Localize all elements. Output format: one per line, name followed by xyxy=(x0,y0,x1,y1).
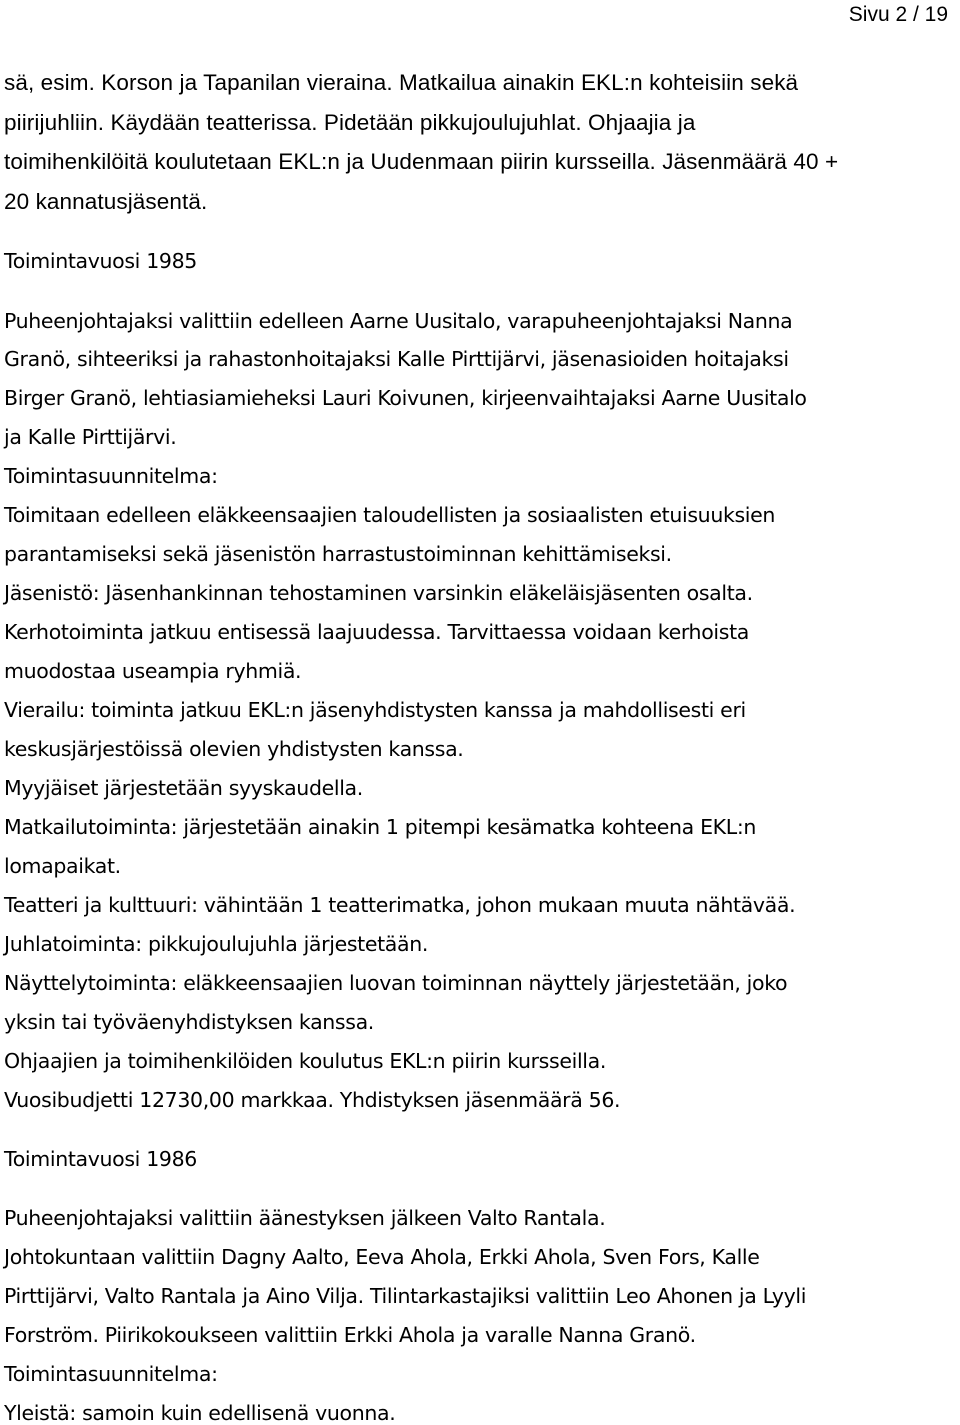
text-line: muodostaa useampia ryhmiä. xyxy=(4,659,302,683)
text-line: keskusjärjestöissä olevien yhdistysten kanssa. xyxy=(4,737,464,761)
text-line: Jäsenistö: Jäsenhankinnan tehostaminen varsinkin eläkeläisjäsenten osalta. xyxy=(4,581,753,605)
text-line: Matkailutoiminta: järjestetään ainakin 1 pitempi kesämatka kohteena EKL:n xyxy=(4,815,757,839)
text-line: ja Kalle Pirttijärvi. xyxy=(4,425,177,449)
text-line: Toimitaan edelleen eläkkeensaajien taloudellisten ja sosiaalisten etuisuuksien xyxy=(4,503,776,527)
text-line: Birger Granö, lehtiasiamieheksi Lauri Koivunen, kirjeenvaihtajaksi Aarne Uusitalo xyxy=(4,386,807,410)
text-line: lomapaikat. xyxy=(4,854,121,878)
text-line: parantamiseksi sekä jäsenistön harrastustoiminnan kehittämiseksi. xyxy=(4,542,672,566)
text-line: Juhlatoiminta: pikkujoulujuhla järjestetään. xyxy=(4,932,429,956)
page-number: Sivu 2 / 19 xyxy=(848,3,948,26)
text-line: Näyttelytoiminta: eläkkeensaajien luovan toiminnan näyttely järjestetään, joko xyxy=(4,971,788,995)
text-line: Myyjäiset järjestetään syyskaudella. xyxy=(4,776,363,800)
subheading-plan: Toimintasuunnitelma: xyxy=(4,1362,218,1386)
text-line: yksin tai työväenyhdistyksen kanssa. xyxy=(4,1010,374,1034)
text-line: Granö, sihteeriksi ja rahastonhoitajaksi Kalle Pirttijärvi, jäsenasioiden hoitajaksi xyxy=(4,347,789,371)
text-line: piirijuhliin. Käydään teatterissa. Pidetään pikkujoulujuhlat. Ohjaajia ja xyxy=(4,110,696,135)
text-line: Puheenjohtajaksi valittiin edelleen Aarne Uusitalo, varapuheenjohtajaksi Nanna xyxy=(4,309,793,333)
text-line: Forström. Piirikokoukseen valittiin Erkki Ahola ja varalle Nanna Granö. xyxy=(4,1323,696,1347)
text-line: Vierailu: toiminta jatkuu EKL:n jäsenyhdistysten kanssa ja mahdollisesti eri xyxy=(4,698,746,722)
text-line: toimihenkilöitä koulutetaan EKL:n ja Uudenmaan piirin kursseilla. Jäsenmäärä 40 + xyxy=(4,149,839,174)
section-heading-1986: Toimintavuosi 1986 xyxy=(4,1147,197,1171)
text-line: 20 kannatusjäsentä. xyxy=(4,189,208,214)
text-line: Vuosibudjetti 12730,00 markkaa. Yhdistyksen jäsenmäärä 56. xyxy=(4,1088,621,1112)
text-line: Kerhotoiminta jatkuu entisessä laajuudessa. Tarvittaessa voidaan kerhoista xyxy=(4,620,749,644)
section-heading-1985: Toimintavuosi 1985 xyxy=(4,249,197,273)
text-line: Pirttijärvi, Valto Rantala ja Aino Vilja. Tilintarkastajiksi valittiin Leo Ahonen ja Lyyli xyxy=(4,1284,807,1308)
text-line: Ohjaajien ja toimihenkilöiden koulutus EKL:n piirin kursseilla. xyxy=(4,1049,607,1073)
text-line: Puheenjohtajaksi valittiin äänestyksen jälkeen Valto Rantala. xyxy=(4,1206,606,1230)
subheading-plan: Toimintasuunnitelma: xyxy=(4,464,218,488)
text-line: Teatteri ja kulttuuri: vähintään 1 teatterimatka, johon mukaan muuta nähtävää. xyxy=(4,893,796,917)
text-line: sä, esim. Korson ja Tapanilan vieraina. Matkailua ainakin EKL:n kohteisiin sekä xyxy=(4,70,799,95)
text-line: Yleistä: samoin kuin edellisenä vuonna. xyxy=(4,1401,396,1425)
text-line: Johtokuntaan valittiin Dagny Aalto, Eeva Ahola, Erkki Ahola, Sven Fors, Kalle xyxy=(4,1245,760,1269)
